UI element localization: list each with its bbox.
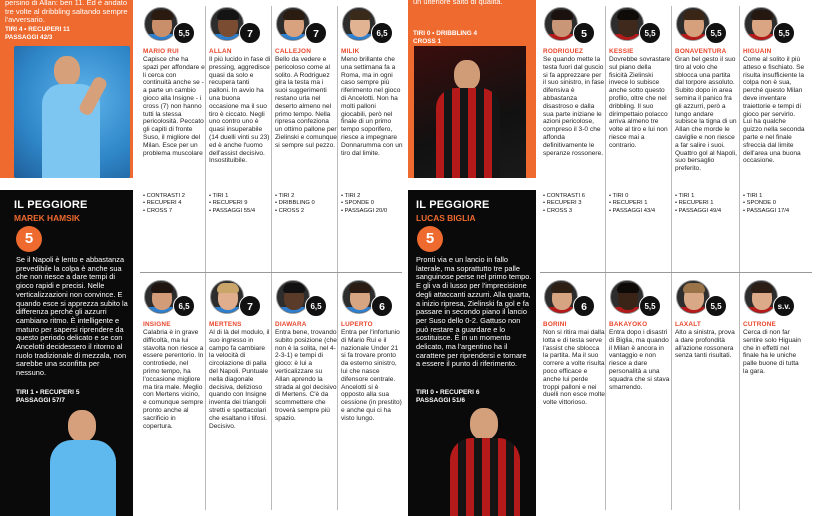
left-peggiore-vote: 5 — [16, 226, 42, 252]
mid-peggiore-title: IL PEGGIORE — [416, 199, 490, 211]
player-stat-line: • DRIBBLING 0 — [275, 200, 315, 207]
player-comment: Cerca di non far sentire solo Higuain che in effetti nel finale ha le uniche palle buone di tutta la gara. — [743, 329, 801, 375]
milan-player-photo — [414, 46, 526, 178]
player-name: ALLAN — [209, 48, 232, 55]
player-stat-line: • CROSS 3 — [543, 207, 573, 214]
player-stat-line: • CROSS 7 — [143, 207, 173, 214]
player-name: CUTRONE — [743, 321, 776, 328]
player-stats — [341, 193, 407, 215]
column-divider — [271, 6, 272, 510]
player-stats — [209, 193, 275, 215]
player-vote: 5,5 — [773, 22, 795, 44]
player-stat-line: • PASSAGGI 17/4 — [743, 207, 790, 214]
player-card-mario-rui — [140, 2, 206, 252]
player-stat-line: • RECUPERI 9 — [209, 200, 248, 207]
player-vote: 5,5 — [639, 22, 661, 44]
player-comment: Al di là del modulo, il suo ingresso in campo fa cambiare la velocità di circolazione di palla del Napoli. Puntuale nella diagonale decisiva, delizioso quando con Insigne inventa dei triangoli stretti e spettacolari che esaltano i tifosi. Decisivo. — [209, 329, 270, 430]
left-top-stats: TIRI 4 • RECUPERI 11 PASSAGGI 42/3 — [5, 26, 70, 41]
player-stat-line: • PASSAGGI 49/4 — [675, 207, 722, 214]
player-name: CALLEJON — [275, 48, 312, 55]
napoli-row-divider — [140, 272, 402, 273]
player-vote: 6 — [573, 295, 595, 317]
column-divider — [337, 6, 338, 510]
player-name: BORINI — [543, 321, 567, 328]
player-name: MILIK — [341, 48, 360, 55]
player-comment: Non si ritira mai dalla lotta e di testa serve l'assist che sblocca la partita. Ma il suo correre a volte risulta poco efficace e anche lui perde troppi palloni e nei duelli non esce molte volte vittorioso. — [543, 329, 605, 407]
player-stats — [675, 193, 741, 215]
player-card-laxalt — [672, 275, 738, 516]
player-comment: Il più lucido in fase di pressing, aggredisce quasi da solo e recupera tanti palloni. In avvio ha una buona occasione ma il suo tiro è ciccato. Negli uno contro uno è quasi insuperabile (14 duelli vinti su 23) ed è anche l'uomo dell'assist decisivo. Insostituibile. — [209, 56, 271, 165]
player-stat-line: • TIRI 2 — [275, 193, 295, 199]
player-stat-line: • RECUPERI 1 — [609, 200, 648, 207]
mid-peggiore-vote: 5 — [417, 226, 443, 252]
player-stat-line: • PASSAGGI 43/4 — [609, 207, 656, 214]
player-vote: 6,5 — [173, 295, 195, 317]
player-card-luperto — [338, 275, 404, 516]
player-card-cutrone — [740, 275, 806, 516]
column-divider — [605, 6, 606, 510]
player-card-allan — [206, 2, 272, 252]
player-name: INSIGNE — [143, 321, 171, 328]
player-comment: Gran bel gesto il suo tiro al volo che sblocca una partita dal torpore assoluto. Subito dopo in area semina il panico fra gli azzurri, però a lungo andare subisce la tigna di un Allan che morde le caviglie e non riesce a far salire i suoi. Quattro gol al Napoli, suo bersaglio preferito. — [675, 56, 737, 173]
player-card-diawara — [272, 275, 338, 516]
player-card-milik — [338, 2, 404, 252]
player-name: MERTENS — [209, 321, 242, 328]
mid-top-stats: TIRI 0 • DRIBBLING 4 CROSS 1 — [413, 30, 478, 45]
player-card-borini — [540, 275, 606, 516]
player-comment: Capisce che ha spazi per affondare e li cerca con continuità anche se - a parte un cambio gioco alla Insigne - i cross (7) non hanno tutti la stessa pericolosità. Peccato gli capiti di fronte Suso, il migliore del Milan. Esce per un problema muscolare — [143, 56, 205, 157]
player-card-bonaventura — [672, 2, 738, 252]
player-vote: 5,5 — [705, 22, 727, 44]
player-stats — [143, 193, 209, 215]
player-name: HIGUAIN — [743, 48, 772, 55]
player-vote: 7 — [305, 22, 327, 44]
player-card-insigne — [140, 275, 206, 516]
player-stat-line: • SPONDE 0 — [743, 200, 776, 207]
player-card-mertens — [206, 275, 272, 516]
player-name: RODRIGUEZ — [543, 48, 584, 55]
player-stats — [275, 193, 341, 215]
player-stat-line: • TIRI 1 — [209, 193, 229, 199]
left-peggiore-text: Se il Napoli è lento e abbastanza prevedibile la colpa è anche sua che non riesce a dare tempi di gioco rapidi e precisi. Nelle verticalizzazioni non convince. E quando esce si apprezza subito la differenza perché gli azzurri cambiano ritmo. È intelligente e maturo per sapersi riprendere da questo periodo delicato e se con Ancelotti decidessero il ritorno al ruolo tradizionale di mezzala, non sarebbe una sconfitta per nessuno. — [16, 255, 128, 378]
player-comment: Meno brillante che una settimana fa a Roma, ma in ogni caso sempre più riferimento nel gioco di Ancelotti. Non ha molti palloni giocabili, però nel finale di un primo tempo soporifero, riesce a impegnare Donnarumma con un tiro dal limite. — [341, 56, 403, 157]
player-stats — [743, 193, 809, 215]
player-stat-line: • TIRI 1 — [743, 193, 763, 199]
column-divider — [205, 6, 206, 510]
left-top-text: persino di Allan: ben 11. Ed è andato tre volte al dribbling saltando sempre l'avversario. — [5, 0, 128, 25]
player-card-bakayoko — [606, 275, 672, 516]
player-card-kessie — [606, 2, 672, 252]
player-vote: 5,5 — [639, 295, 661, 317]
mid-peggiore-name: LUCAS BIGLIA — [416, 213, 476, 223]
mid-peggiore-text: Pronti via e un lancio in fallo laterale, ma soprattutto tre palle sanguinose perse nel primo tempo. E gli va di lusso per l'imprecisione degli attaccanti azzurri. Alla quarta, a inizio ripresa, Zielinski fa gol e fa passare in secondo piano il lancio per Suso dello 0-2. Gattuso non può restare a guardare e lo sostituisce. È in un momento delicato, ma l'argentino ha il carattere per riprendersi e tornare a essere il punto di riferimento. — [416, 255, 532, 369]
player-comment: Come al solito il più atteso e fischiato. Se risulta insufficiente la colpa non è sua, perché questo Milan deve inventare traiettorie e tempi di gioco per servirlo. Lui ha qualche guizzo nella seconda parte e nel finale sfreccia dal limite dell'area una buona occasione. — [743, 56, 805, 165]
player-stat-line: • RECUPERI 4 — [143, 200, 182, 207]
biglia-photo — [440, 408, 530, 516]
player-stat-line: • RECUPERI 3 — [543, 200, 582, 207]
player-comment: Se quando mette la testa fuori dal guscio si fa apprezzare per il suo sinistro, in fase difensiva è abbastanza disastroso e dalla sua parte iniziane le azioni pericolose, compreso il 3-0 che affonda definitivamente le speranze rossonere. — [543, 56, 605, 157]
player-stat-line: • PASSAGGI 55/4 — [209, 207, 256, 214]
player-stat-line: • CONTRASTI 2 — [143, 193, 185, 199]
player-stat-line: • TIRI 1 — [675, 193, 695, 199]
player-stat-line: • RECUPERI 1 — [675, 200, 714, 207]
player-card-callejon — [272, 2, 338, 252]
player-stats — [543, 193, 609, 215]
player-stat-line: • CROSS 2 — [275, 207, 305, 214]
napoli-player-photo — [14, 46, 130, 178]
mid-peggiore-stats: TIRI 0 • RECUPERI 6 PASSAGGI 51/6 — [416, 389, 480, 405]
column-divider — [739, 6, 740, 510]
player-name: DIAWARA — [275, 321, 307, 328]
player-name: LUPERTO — [341, 321, 373, 328]
player-name: LAXALT — [675, 321, 701, 328]
column-divider — [671, 6, 672, 510]
player-comment: Dovrebbe sovrastare sul piano della fisicità Zielinski invece lo subisce anche sotto questo profilo, oltre che nel dribbling. Il suo dirimpettaio polacco arriva almeno tre volte al tiro e lui non riesce mai a contrario. — [609, 56, 671, 149]
player-comment: Entra bene, trovando subito posizione (che non è la solita, nel 4-2-3-1) e tempi di gioco: è lui a verticalizzare su Allan aprendo la strada al gol decisivo di Mertens. C'è da scommettere che troverà sempre più spazio. — [275, 329, 337, 422]
player-comment: Entra per l'infortunio di Mario Rui e il nazionale Under 21 si fa trovare pronto da esterno sinistro, lui che nasce difensore centrale. Ancelotti si è opposto alla sua cessione (in prestito) e anche qui ci ha visto lungo. — [341, 329, 402, 422]
player-vote: 6,5 — [371, 22, 393, 44]
player-card-rodriguez — [540, 2, 606, 252]
player-stat-line: • TIRI 0 — [609, 193, 629, 199]
left-peggiore-title: IL PEGGIORE — [14, 199, 88, 211]
player-vote: 6 — [371, 295, 393, 317]
left-peggiore-name: MAREK HAMSIK — [14, 213, 81, 223]
player-vote: 5,5 — [173, 22, 195, 44]
player-vote: 7 — [239, 22, 261, 44]
mid-top-text: un ulteriore salto di qualità. — [413, 0, 503, 6]
player-vote: s.v. — [773, 295, 795, 317]
player-vote: 5 — [573, 22, 595, 44]
player-name: MARIO RUI — [143, 48, 179, 55]
player-name: KESSIE — [609, 48, 634, 55]
player-stat-line: • SPONDE 0 — [341, 200, 374, 207]
player-stat-line: • CONTRASTI 6 — [543, 193, 585, 199]
player-stat-line: • PASSAGGI 20/0 — [341, 207, 388, 214]
player-comment: Alto a sinistra, prova a dare profondità all'azione rossonera senza tanti risultati. — [675, 329, 735, 360]
player-vote: 6,5 — [305, 295, 327, 317]
player-vote: 5,5 — [705, 295, 727, 317]
player-comment: Entra dopo i disastri di Biglia, ma quando il Milan è ancora in vantaggio e non riesce a dare personalità a una squadra che si stava smarrendo. — [609, 329, 670, 391]
milan-row-divider — [540, 272, 812, 273]
player-vote: 7 — [239, 295, 261, 317]
player-stats — [609, 193, 675, 215]
player-card-higuain — [740, 2, 806, 252]
left-peggiore-stats: TIRI 1 • RECUPERI 5 PASSAGGI 57/7 — [16, 389, 80, 405]
player-comment: Calabria è in grave difficoltà, ma lui stavolta non riesce a essere perentorio. In controtiede, nel primo tempo, ha l'occasione migliore ma tira male. Meglio con Mertens vicino, e comunque sempre pronto anche al sacrificio in copertura. — [143, 329, 204, 430]
player-comment: Bello da vedere e pericoloso come al solito. A Rodriguez gira la testa ma i suoi suggerimenti restano urla nel deserto almeno nel primo tempo. Nella ripresa confeziona un ottimo pallone per Zielinski e comunque si sempre sul pezzo. — [275, 56, 337, 149]
player-name: BONAVENTURA — [675, 48, 727, 55]
player-stat-line: • TIRI 2 — [341, 193, 361, 199]
hamsik-photo — [40, 410, 130, 516]
player-name: BAKAYOKO — [609, 321, 648, 328]
